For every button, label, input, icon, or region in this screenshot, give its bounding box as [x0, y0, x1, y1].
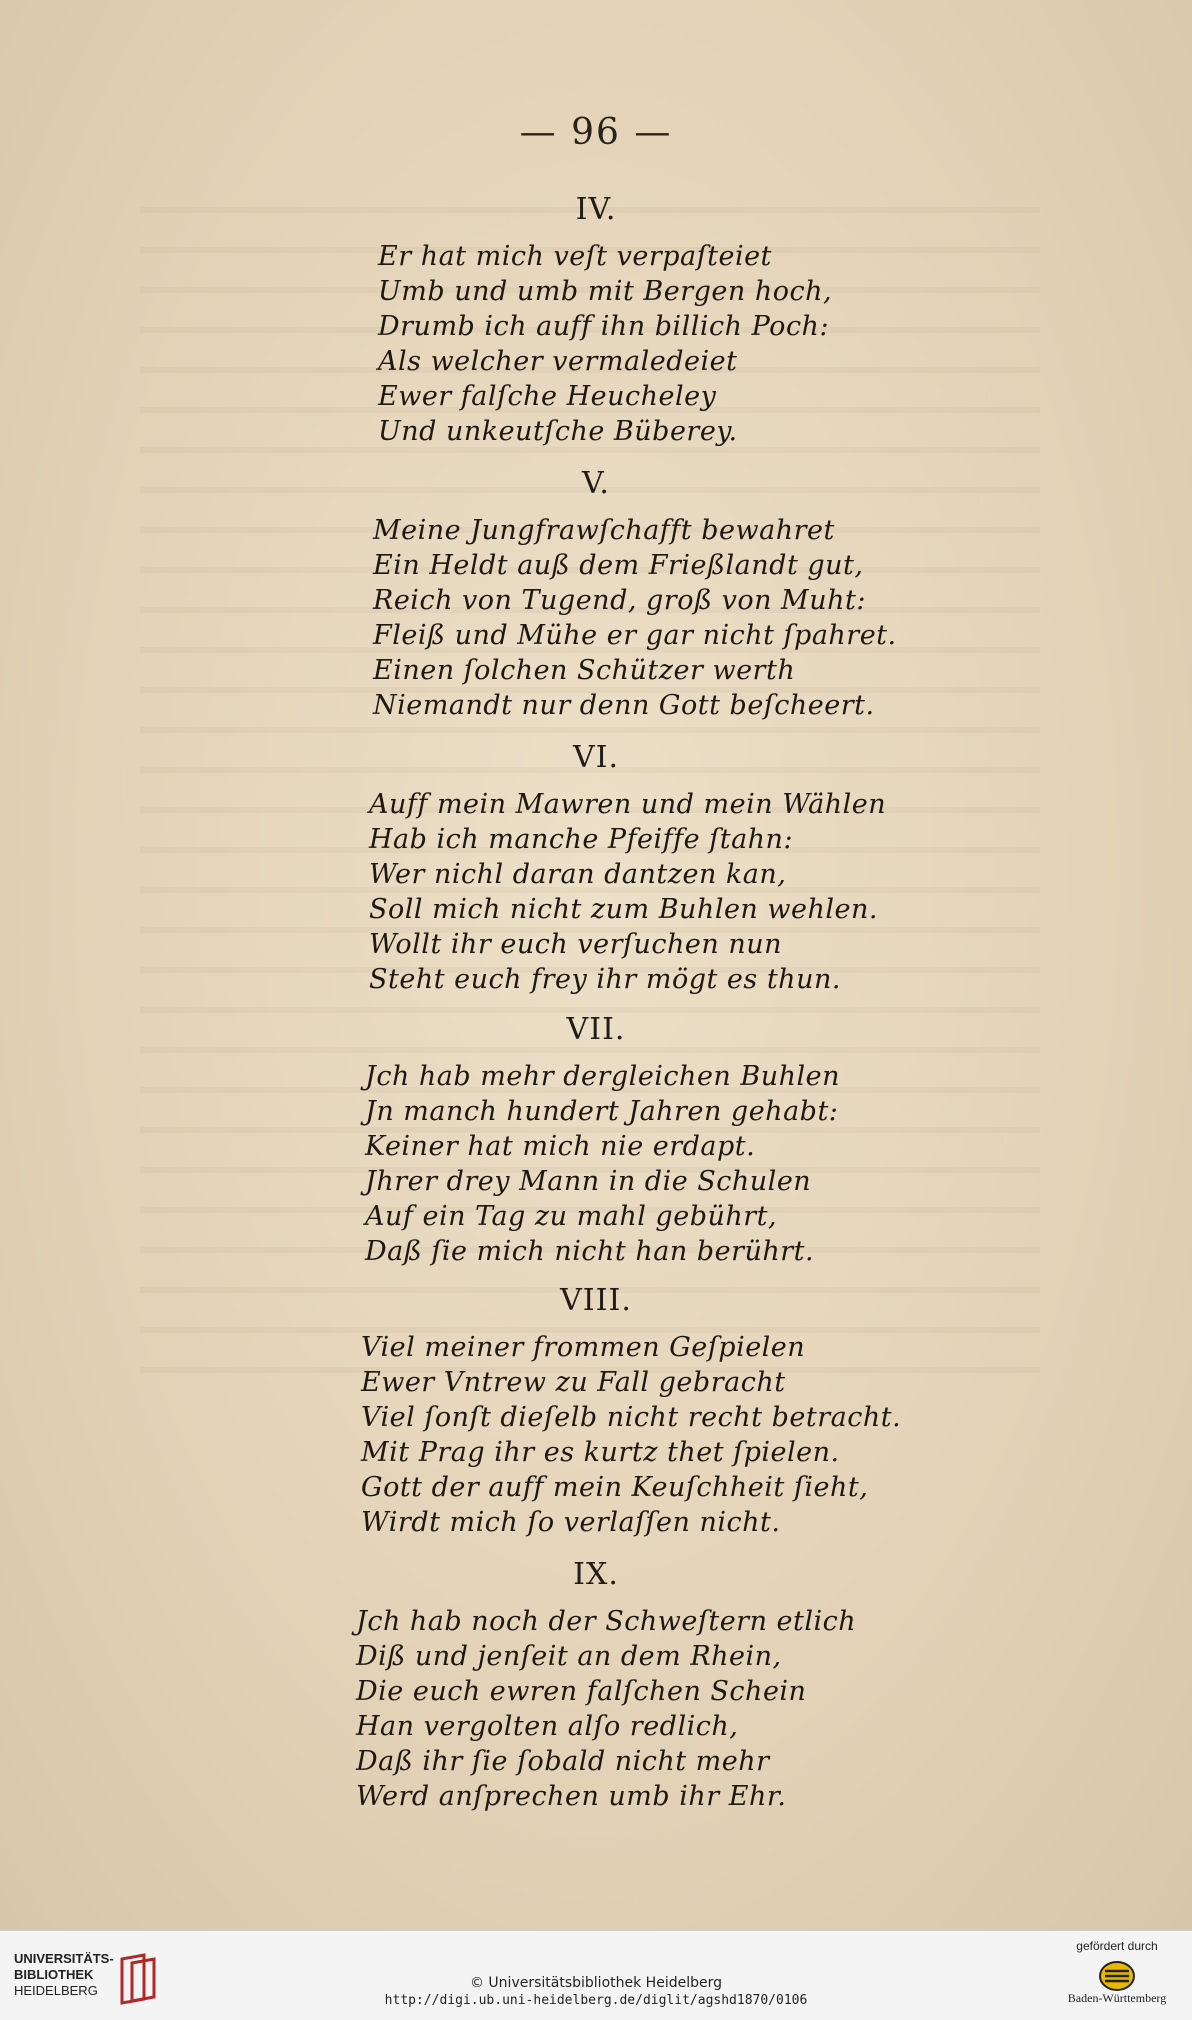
sponsor-block[interactable]	[1062, 1939, 1172, 2006]
library-name-line3: HEIDELBERG	[14, 1983, 98, 1998]
copyright-notice: © Universitätsbibliothek Heidelberg	[469, 1975, 722, 1991]
verse-line: Ein Heldt auß dem Frießlandt gut,	[373, 550, 864, 581]
stanza-numeral: IV.	[575, 192, 617, 227]
verse-line: Hab ich manche Pfeiffe ſtahn:	[369, 824, 794, 855]
stanza-iv	[0, 192, 1192, 449]
footer-bar	[0, 1930, 1192, 2020]
verse-line: Ewer Vntrew zu Fall gebracht	[361, 1367, 786, 1398]
verse-line: Daß ihr ſie ſobald nicht mehr	[356, 1746, 770, 1777]
sponsor-name: Baden-Württemberg	[1067, 1991, 1167, 2005]
stanza-ix	[0, 1557, 1192, 1814]
verse-line: Gott der auff mein Keuſchheit ſieht,	[361, 1472, 869, 1503]
permalink[interactable]: http://digi.ub.uni-heidelberg.de/diglit/agshd1870/0106	[384, 1993, 808, 2008]
library-name-line2: BIBLIOTHEK	[14, 1967, 94, 1982]
verse-line: Fleiß und Mühe er gar nicht ſpahret.	[373, 620, 897, 651]
stanza-v	[0, 466, 1192, 723]
verse-line: Diß und jenſeit an dem Rhein,	[356, 1641, 782, 1672]
stanza-numeral: VII.	[566, 1012, 626, 1047]
verse-line: Werd anſprechen umb ihr Ehr.	[356, 1781, 787, 1812]
stanza-vi	[0, 740, 1192, 997]
verse-line: Ewer falſche Heucheley	[378, 381, 717, 412]
verse-line: Einen ſolchen Schützer werth	[373, 655, 796, 686]
verse-line: Viel meiner frommen Geſpielen	[361, 1332, 806, 1363]
verse-line: Als welcher vermaledeiet	[378, 346, 738, 377]
stanza-numeral: IX.	[573, 1557, 619, 1592]
state-crest-icon	[1097, 1959, 1137, 1993]
verse-line: Steht euch frey ihr mögt es thun.	[369, 964, 841, 995]
stanza-numeral: VI.	[572, 740, 620, 775]
verse-line: Wer nichl daran dantzen kan,	[369, 859, 787, 890]
verse-line: Die euch ewren falſchen Schein	[356, 1676, 807, 1707]
verse-line: Jch hab noch der Schweſtern etlich	[356, 1606, 857, 1637]
verse-line: Daß ſie mich nicht han berührt.	[365, 1236, 815, 1267]
verse-line: Jhrer drey Mann in die Schulen	[365, 1166, 812, 1197]
verse-line: Soll mich nicht zum Buhlen wehlen.	[369, 894, 878, 925]
stanza-viii	[0, 1283, 1192, 1540]
verse-line: Auff mein Mawren und mein Wählen	[369, 789, 887, 820]
stanza-vii	[0, 1012, 1192, 1269]
verse-line: Und unkeutſche Büberey.	[378, 416, 738, 447]
verse-line: Han vergolten alſo redlich,	[356, 1711, 739, 1742]
verse-line: Jn manch hundert Jahren gehabt:	[365, 1096, 839, 1127]
verse-line: Drumb ich auff ihn billich Poch:	[378, 311, 830, 342]
verse-line: Er hat mich veſt verpaſteiet	[378, 241, 772, 272]
verse-line: Viel ſonſt dieſelb nicht recht betracht.	[361, 1402, 902, 1433]
stanza-numeral: V.	[582, 466, 610, 501]
verse-line: Niemandt nur denn Gott beſcheert.	[373, 690, 875, 721]
verse-line: Wirdt mich ſo verlaſſen nicht.	[361, 1507, 781, 1538]
verse-line: Wollt ihr euch verſuchen nun	[369, 929, 783, 960]
verse-line: Meine Jungfrawſchafft bewahret	[373, 515, 835, 546]
page-number: — 96 —	[519, 112, 673, 153]
verse-line: Auf ein Tag zu mahl gebührt,	[365, 1201, 778, 1232]
verse-line: Jch hab mehr dergleichen Buhlen	[365, 1061, 841, 1092]
verse-line: Mit Prag ihr es kurtz thet ſpielen.	[361, 1437, 840, 1468]
verse-line: Reich von Tugend, groß von Muht:	[373, 585, 866, 616]
stanza-numeral: VIII.	[560, 1283, 632, 1318]
verse-line: Keiner hat mich nie erdapt.	[365, 1131, 756, 1162]
sponsor-caption: gefördert durch	[1076, 1939, 1158, 1953]
verse-line: Umb und umb mit Bergen hoch,	[378, 276, 833, 307]
library-name-line1: UNIVERSITÄTS-	[14, 1951, 114, 1966]
